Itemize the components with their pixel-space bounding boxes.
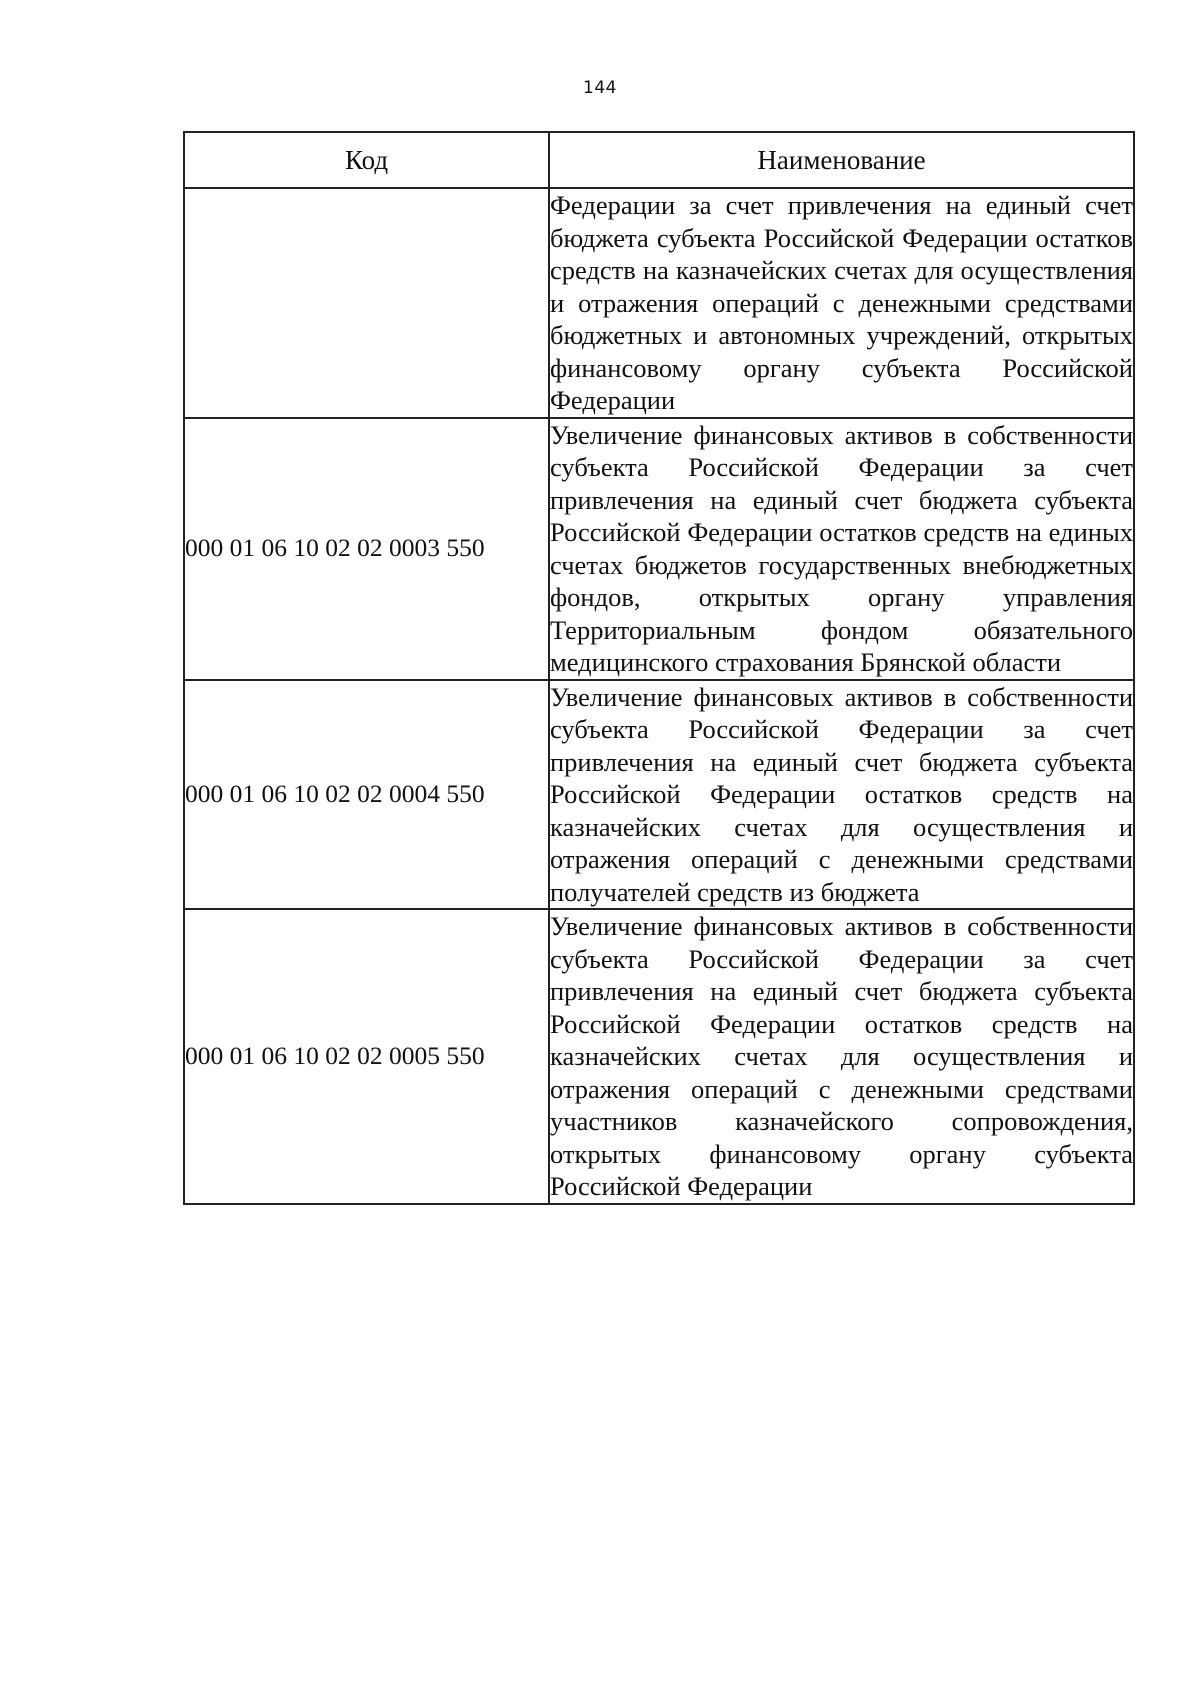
row-name-cell: Увеличение финансовых активов в собственности субъекта Российской Федерации за счет привлечения на единый счет бюджета субъекта Российской Федерации остатков средств на единых счетах бюджетов государственных внебюджетных фондов, открытых органу управления Территориальным фондом обязательного медицинского страхования Брянской области <box>549 418 1134 680</box>
row-code-cell: 000 01 06 10 02 02 0003 550 <box>184 418 549 680</box>
page-number: 144 <box>583 78 617 98</box>
row-name-cell: Увеличение финансовых активов в собственности субъекта Российской Федерации за счет привлечения на единый счет бюджета субъекта Российской Федерации остатков средств на казначейских счетах для осуществления и отражения операций с денежными средствами получателей средств из бюджета <box>549 680 1134 910</box>
row-code-cell: 000 01 06 10 02 02 0005 550 <box>184 909 549 1204</box>
row-code-cell: 000 01 06 10 02 02 0004 550 <box>184 680 549 910</box>
column-header-name: Наименование <box>549 132 1134 188</box>
row-code-cell <box>184 188 549 418</box>
table-row <box>184 188 1134 418</box>
table-row <box>184 680 1134 910</box>
table-row <box>184 909 1134 1204</box>
table-row <box>184 418 1134 680</box>
budget-code-table <box>183 131 1135 1205</box>
column-header-code: Код <box>184 132 549 188</box>
table-header-row <box>184 132 1134 188</box>
row-name-cell: Федерации за счет привлечения на единый счет бюджета субъекта Российской Федерации остатков средств на казначейских счетах для осуществления и отражения операций с денежными средствами бюджетных и автономных учреждений, открытых финансовому органу субъекта Российской Федерации <box>549 188 1134 418</box>
row-name-cell: Увеличение финансовых активов в собственности субъекта Российской Федерации за счет привлечения на единый счет бюджета субъекта Российской Федерации остатков средств на казначейских счетах для осуществления и отражения операций с денежными средствами участников казначейского сопровождения, открытых финансовому органу субъекта Российской Федерации <box>549 909 1134 1204</box>
